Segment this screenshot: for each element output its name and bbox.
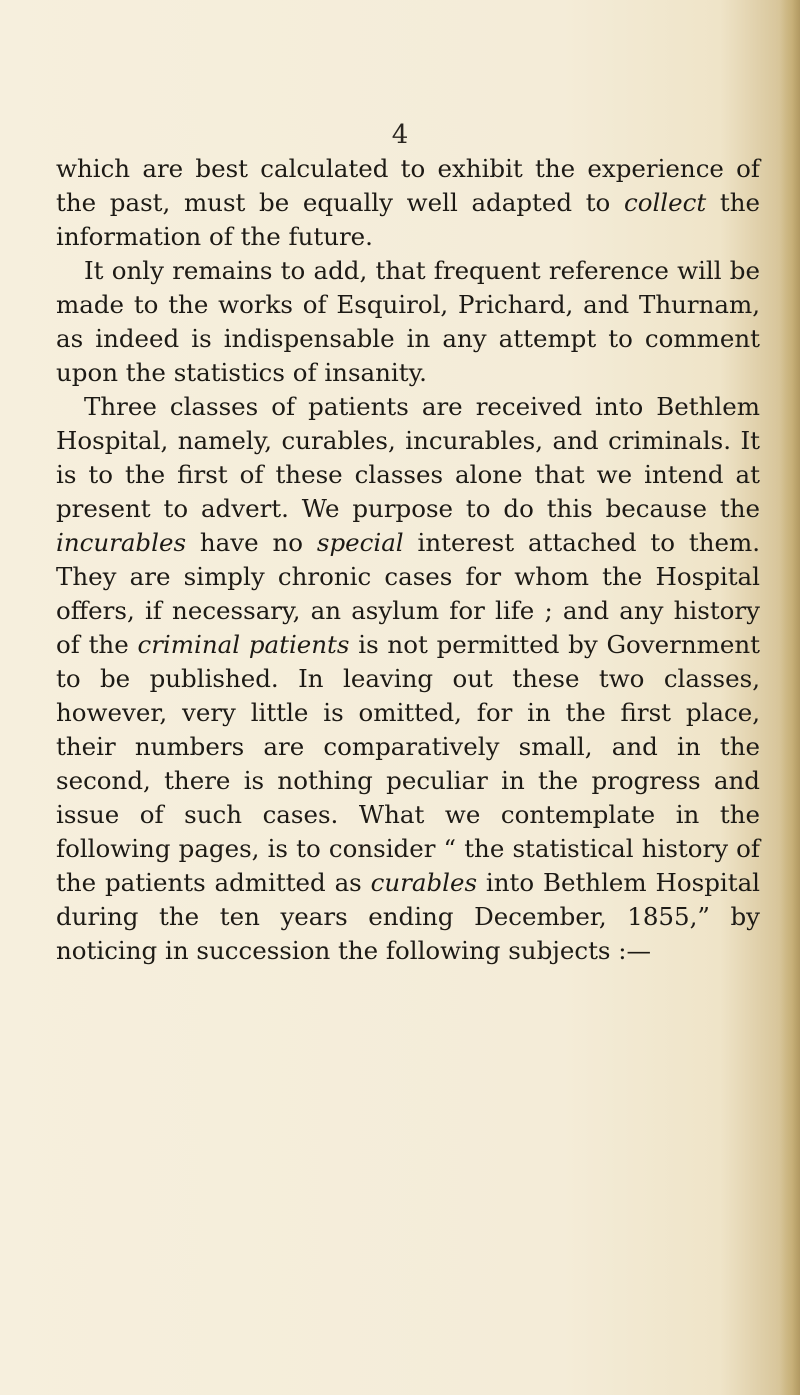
italic-text-run: special	[316, 528, 404, 557]
text-run: Three classes of patients are received into Bethlem Hospital, namely, curables, incurables, and criminals. It is to the first of these classes alone that we intend at present to advert. We purpose to do this because the	[56, 392, 760, 523]
text-run: interest attached to them. They are simply chronic cases for whom the Hospital offers, if necessary, an asylum for life ; and any history of the	[56, 528, 760, 659]
italic-text-run: criminal patients	[137, 630, 350, 659]
text-run: is not permitted by Government to be published. In leaving out these two classes, however, very little is omitted, for in the first place, their numbers are comparatively small, and in the second, there is nothing peculiar in the progress and issue of such cases. What we contemplate in the following pages, is to consider “ the statistical history of the patients admitted as	[56, 630, 760, 897]
italic-text-run: collect	[623, 188, 707, 217]
page-number: 4	[391, 120, 409, 150]
paragraph-2	[56, 254, 760, 390]
text-run: have no	[186, 528, 317, 557]
body-text	[56, 152, 760, 968]
text-run: It only remains to add, that frequent reference will be made to the works of Esquirol, Prichard, and Thurnam, as indeed is indispensable in any attempt to comment upon the statistics of insanity.	[56, 256, 760, 387]
italic-text-run: curables	[370, 868, 478, 897]
paragraph-3	[56, 390, 760, 968]
text-run: which are best calculated to exhibit the experience of the past, must be equally well adapted to	[56, 154, 760, 217]
text-run: into Bethlem Hospital during the ten years ending December, 1855,” by noticing in succession the following subjects :—	[56, 868, 761, 965]
page-edge-shadow	[780, 0, 800, 1395]
paragraph-1	[56, 152, 760, 254]
text-run: the information of the future.	[56, 188, 760, 251]
italic-text-run: incurables	[56, 528, 187, 557]
